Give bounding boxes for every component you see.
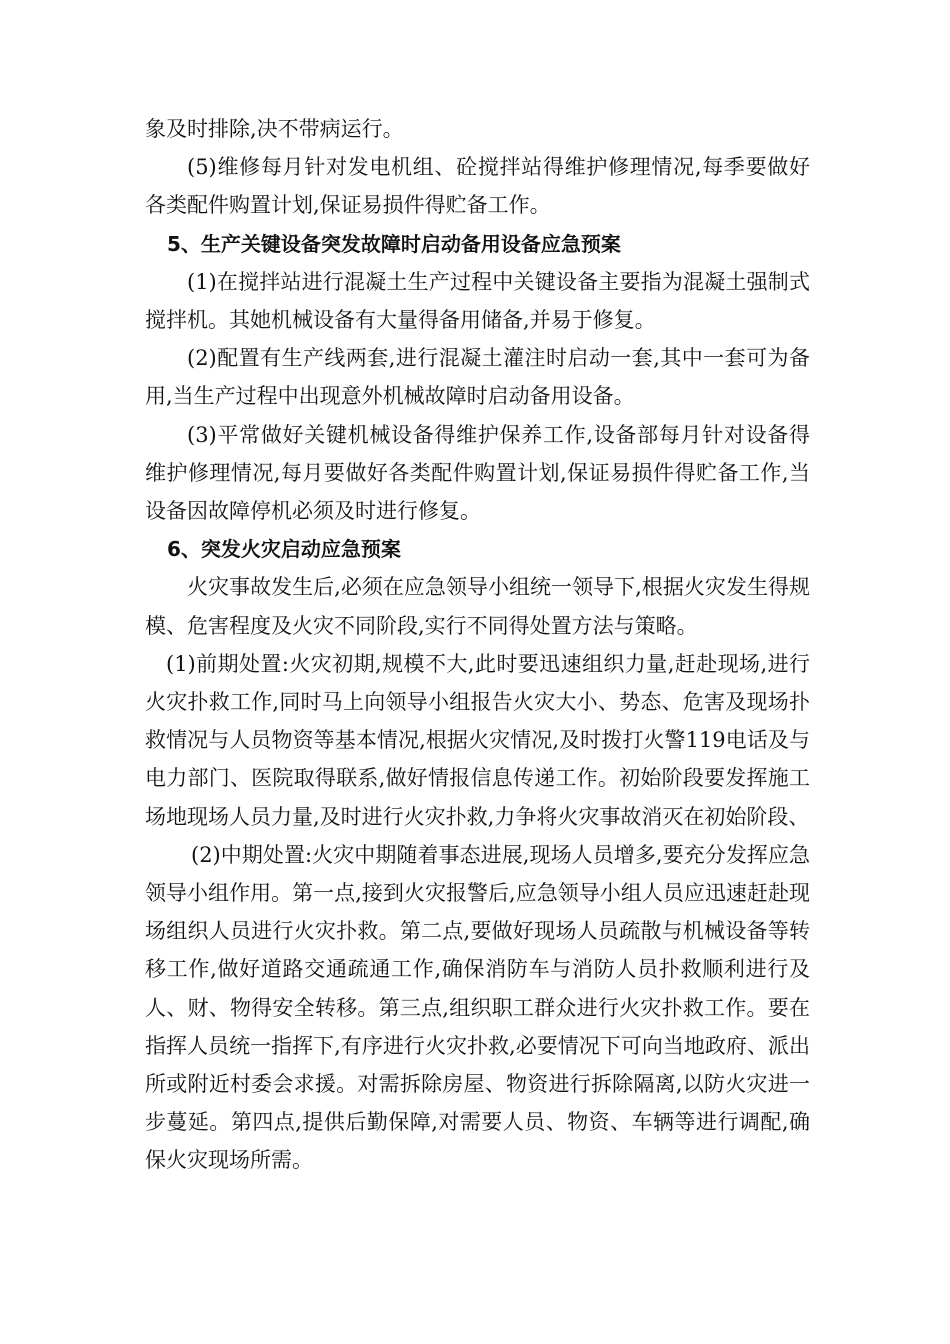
section-heading-5: 5、生产关键设备突发故障时启动备用设备应急预案	[167, 231, 621, 256]
paragraph-fire-intro: 火灾事故发生后,必须在应急领导小组统一领导下,根据火灾发生得规模、危害程度及火灾不同阶段,实行不同得处置方法与策略。	[145, 575, 810, 638]
paragraph-item-2-production-lines: (2)配置有生产线两套,进行混凝土灌注时启动一套,其中一套可为备用,当生产过程中出现意外机械故障时启动备用设备。	[145, 346, 810, 409]
paragraph-item-3-maintenance: (3)平常做好关键机械设备得维护保养工作,设备部每月针对设备得维护修理情况,每月要做好各类配件购置计划,保证易损件得贮备工作,当设备因故障停机必须及时进行修复。	[145, 422, 810, 524]
paragraph-continuation: 象及时排除,决不带病运行。	[145, 117, 404, 141]
paragraph-item-5-maintenance: (5)维修每月针对发电机组、砼搅拌站得维护修理情况,每季要做好各类配件购置计划,保证易损件得贮备工作。	[145, 155, 810, 218]
paragraph-fire-early-stage: (1)前期处置:火灾初期,规模不大,此时要迅速组织力量,赶赴现场,进行火灾扑救工作,同时马上向领导小组报告火灾大小、势态、危害及现场扑救情况与人员物资等基本情况,根据火灾情况,及时拨打火警119电话及与电力部门、医院取得联系,做好情报信息传递工作。初始阶段要发挥施工场地现场人员力量,及时进行火灾扑救,力争将火灾事故消灭在初始阶段、	[145, 651, 810, 829]
document-page	[145, 110, 810, 1180]
paragraph-item-1-key-equipment: (1)在搅拌站进行混凝土生产过程中关键设备主要指为混凝土强制式搅拌机。其她机械设备有大量得备用储备,并易于修复。	[145, 269, 810, 333]
paragraph-fire-middle-stage: (2)中期处置:火灾中期随着事态进展,现场人员增多,要充分发挥应急领导小组作用。第一点,接到火灾报警后,应急领导小组人员应迅速赶赴现场组织人员进行火灾扑救。第二点,要做好现场人员疏散与机械设备等转移工作,做好道路交通疏通工作,确保消防车与消防人员扑救顺利进行及人、财、物得安全转移。第三点,组织职工群众进行火灾扑救工作。要在指挥人员统一指挥下,有序进行火灾扑救,必要情况下可向当地政府、派出所或附近村委会求援。对需拆除房屋、物资进行拆除隔离,以防火灾进一步蔓延。第四点,提供后勤保障,对需要人员、物资、车辆等进行调配,确保火灾现场所需。	[145, 842, 810, 1173]
section-heading-6: 6、突发火灾启动应急预案	[167, 537, 401, 562]
